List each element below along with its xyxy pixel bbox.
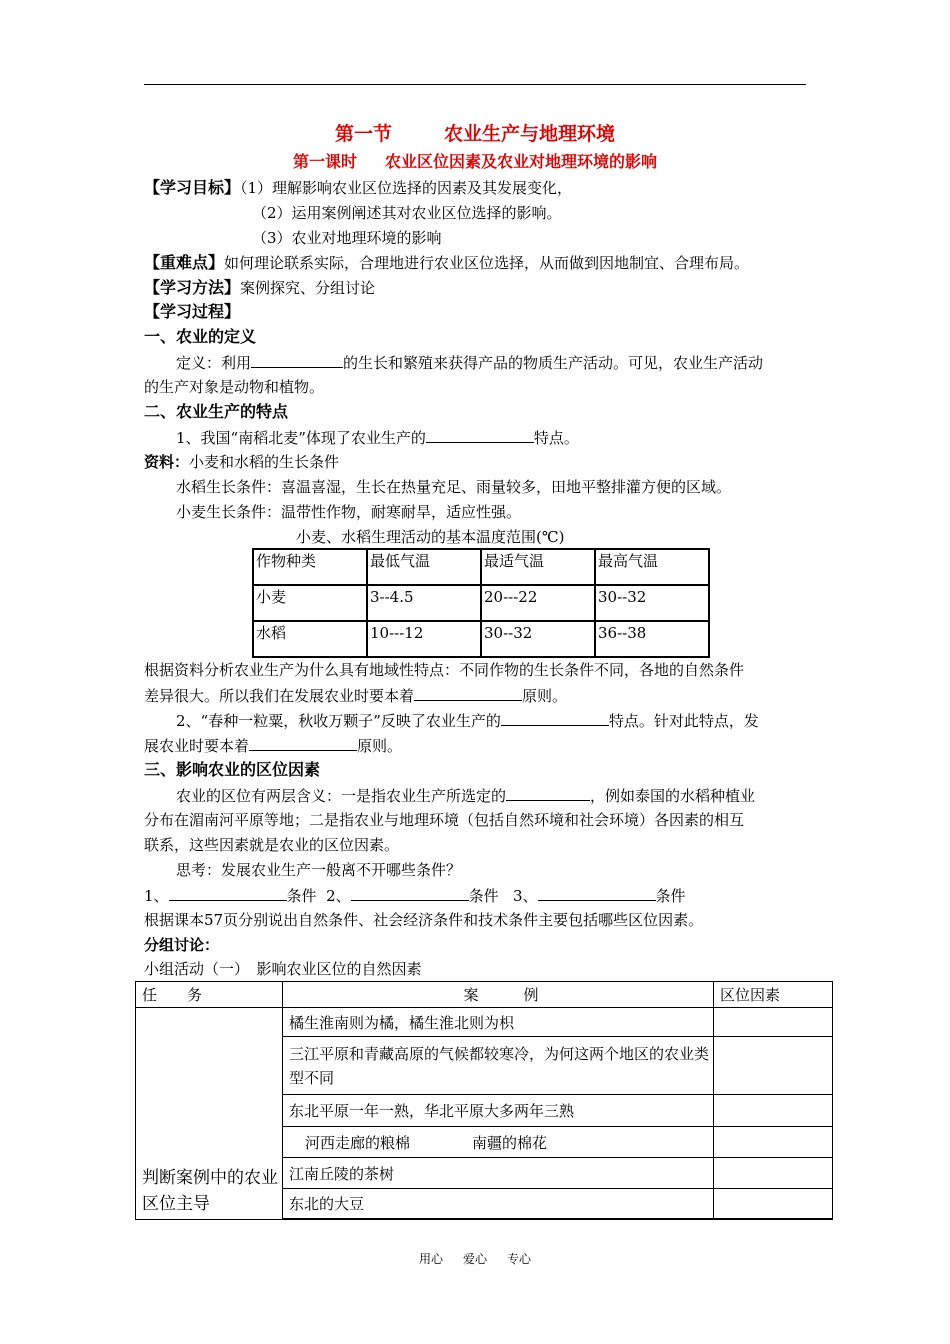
table-row bbox=[253, 549, 709, 585]
table-cell: 30--32 bbox=[595, 585, 709, 621]
learning-method: 【学习方法】案例探究、分组讨论 bbox=[144, 278, 376, 297]
table-cell: 30--32 bbox=[481, 621, 595, 657]
location-meaning-line2: 分布在湄南河平原等地；二是指农业与地理环境（包括自然环境和社会环境）各因素的相互 bbox=[144, 811, 745, 829]
footer-text: 专心 bbox=[507, 1252, 532, 1266]
wheat-conditions: 小麦生长条件：温带性作物，耐寒耐旱，适应性强。 bbox=[176, 503, 522, 521]
table-cell: 3--4.5 bbox=[367, 585, 481, 621]
case-cell: 三江平原和青藏高原的气候都较寒冷，为何这两个地区的农业类型不同 bbox=[283, 1037, 714, 1095]
condition3-blank[interactable] bbox=[538, 885, 656, 901]
task-table bbox=[135, 981, 833, 1220]
table-row bbox=[253, 621, 709, 657]
analysis-line1: 根据资料分析农业生产为什么具有地域性特点：不同作物的生长条件不同，各地的自然条件 bbox=[144, 661, 745, 679]
factor-cell bbox=[714, 1219, 833, 1220]
question1-blank[interactable] bbox=[426, 427, 534, 443]
table-row bbox=[136, 982, 833, 1008]
case-hexi: 河西走廊的粮棉 bbox=[305, 1133, 411, 1152]
question1: 1、我国“南稻北麦”体现了农业生产的 特点。 bbox=[176, 429, 579, 447]
textbook-instruction: 根据课本57页分别说出自然条件、社会经济条件和技术条件主要包括哪些区位因素。 bbox=[144, 911, 704, 929]
analysis-blank[interactable] bbox=[414, 685, 522, 701]
objectives-line3: （3）农业对地理环境的影响 bbox=[252, 229, 442, 247]
question2-blank2[interactable] bbox=[249, 735, 357, 751]
material-line: 资料：小麦和水稻的生长条件 bbox=[144, 453, 340, 471]
definition-line: 定义：利用 的生长和繁殖来获得产品的物质生产活动。可见，农业生产活动 bbox=[176, 354, 764, 372]
factor-cell[interactable] bbox=[714, 1158, 833, 1189]
definition-blank[interactable] bbox=[251, 352, 343, 368]
table-header: 任 务 bbox=[136, 982, 283, 1008]
condition2-blank[interactable] bbox=[351, 885, 469, 901]
page-subtitle: 第一课时 农业区位因素及农业对地理环境的影响 bbox=[292, 152, 658, 171]
table-cell: 水稻 bbox=[253, 621, 367, 657]
table-header: 作物种类 bbox=[253, 549, 367, 585]
location-blank[interactable] bbox=[506, 785, 590, 801]
think-question: 思考：发展农业生产一般离不开哪些条件？ bbox=[176, 861, 462, 879]
section3-heading: 三、影响农业的区位因素 bbox=[144, 760, 321, 779]
section2-heading: 二、农业生产的特点 bbox=[144, 402, 289, 421]
table-header: 最高气温 bbox=[595, 549, 709, 585]
key-points: 【重难点】如何理论联系实际，合理地进行农业区位选择，从而做到因地制宜、合理布局。 bbox=[144, 253, 750, 272]
factor-cell[interactable] bbox=[714, 1095, 833, 1127]
definition-line2: 的生产对象是动物和植物。 bbox=[144, 378, 325, 396]
rice-conditions: 水稻生长条件：喜温喜湿，生长在热量充足、雨量较多，田地平整排灌方便的区域。 bbox=[176, 478, 732, 496]
case-cell: 橘生淮南则为橘，橘生淮北则为枳 bbox=[283, 1008, 714, 1037]
process-label: 【学习过程】 bbox=[144, 302, 241, 321]
footer-text: 爱心 bbox=[462, 1252, 487, 1266]
table-header: 最适气温 bbox=[481, 549, 595, 585]
case-cell bbox=[283, 1219, 714, 1220]
factor-cell[interactable] bbox=[714, 1189, 833, 1219]
case-cell: 东北平原一年一熟，华北平原大多两年三熟 bbox=[283, 1095, 714, 1127]
activity-title: 小组活动（一） 影响农业区位的自然因素 bbox=[144, 960, 422, 978]
factor-cell[interactable] bbox=[714, 1037, 833, 1095]
task-cell: 判断案例中的农业区位主导 bbox=[136, 1008, 283, 1220]
table-cell: 20---22 bbox=[481, 585, 595, 621]
table-cell: 10---12 bbox=[367, 621, 481, 657]
table-cell: 小麦 bbox=[253, 585, 367, 621]
page-title: 第一节 农业生产与地理环境 bbox=[334, 123, 616, 145]
objectives-line2: （2）运用案例阐述其对农业区位选择的影响。 bbox=[252, 204, 562, 222]
factor-cell[interactable] bbox=[714, 1127, 833, 1158]
factor-cell[interactable] bbox=[714, 1008, 833, 1037]
table-header: 案 例 bbox=[283, 982, 714, 1008]
case-nanjiang: 南疆的棉花 bbox=[472, 1133, 548, 1152]
objectives-line1: 【学习目标】（1）理解影响农业区位选择的因素及其发展变化， bbox=[144, 178, 573, 197]
table-caption: 小麦、水稻生理活动的基本温度范围(℃) bbox=[296, 528, 565, 546]
location-meaning-line1: 农业的区位有两层含义：一是指农业生产所选定的 ，例如泰国的水稻种植业 bbox=[176, 787, 756, 805]
table-row bbox=[136, 1008, 833, 1037]
question2-line2: 展农业时要本着 原则。 bbox=[144, 737, 403, 755]
question2-blank[interactable] bbox=[501, 710, 609, 726]
table-row bbox=[253, 585, 709, 621]
section1-heading: 一、农业的定义 bbox=[144, 327, 257, 346]
case-cell bbox=[283, 1127, 714, 1158]
case-cell: 江南丘陵的茶树 bbox=[283, 1158, 714, 1189]
group-discussion-label: 分组讨论： bbox=[144, 936, 220, 954]
table-cell: 36--38 bbox=[595, 621, 709, 657]
location-meaning-line3: 联系，这些因素就是农业的区位因素。 bbox=[144, 836, 400, 854]
footer-text: 用心 bbox=[418, 1252, 443, 1266]
conditions-line: 1、 条件 2、 条件 3、 条件 bbox=[144, 887, 686, 905]
table-header: 最低气温 bbox=[367, 549, 481, 585]
analysis-line2: 差异很大。所以我们在发展农业时要本着 原则。 bbox=[144, 687, 568, 705]
question2: 2、“春种一粒粟，秋收万颗子”反映了农业生产的 特点。针对此特点，发 bbox=[176, 712, 759, 730]
case-cell: 东北的大豆 bbox=[283, 1189, 714, 1219]
page-footer bbox=[0, 1250, 950, 1267]
table-header: 区位因素 bbox=[714, 982, 833, 1008]
condition1-blank[interactable] bbox=[169, 885, 287, 901]
temperature-table bbox=[252, 548, 710, 658]
header-rule bbox=[144, 84, 806, 85]
